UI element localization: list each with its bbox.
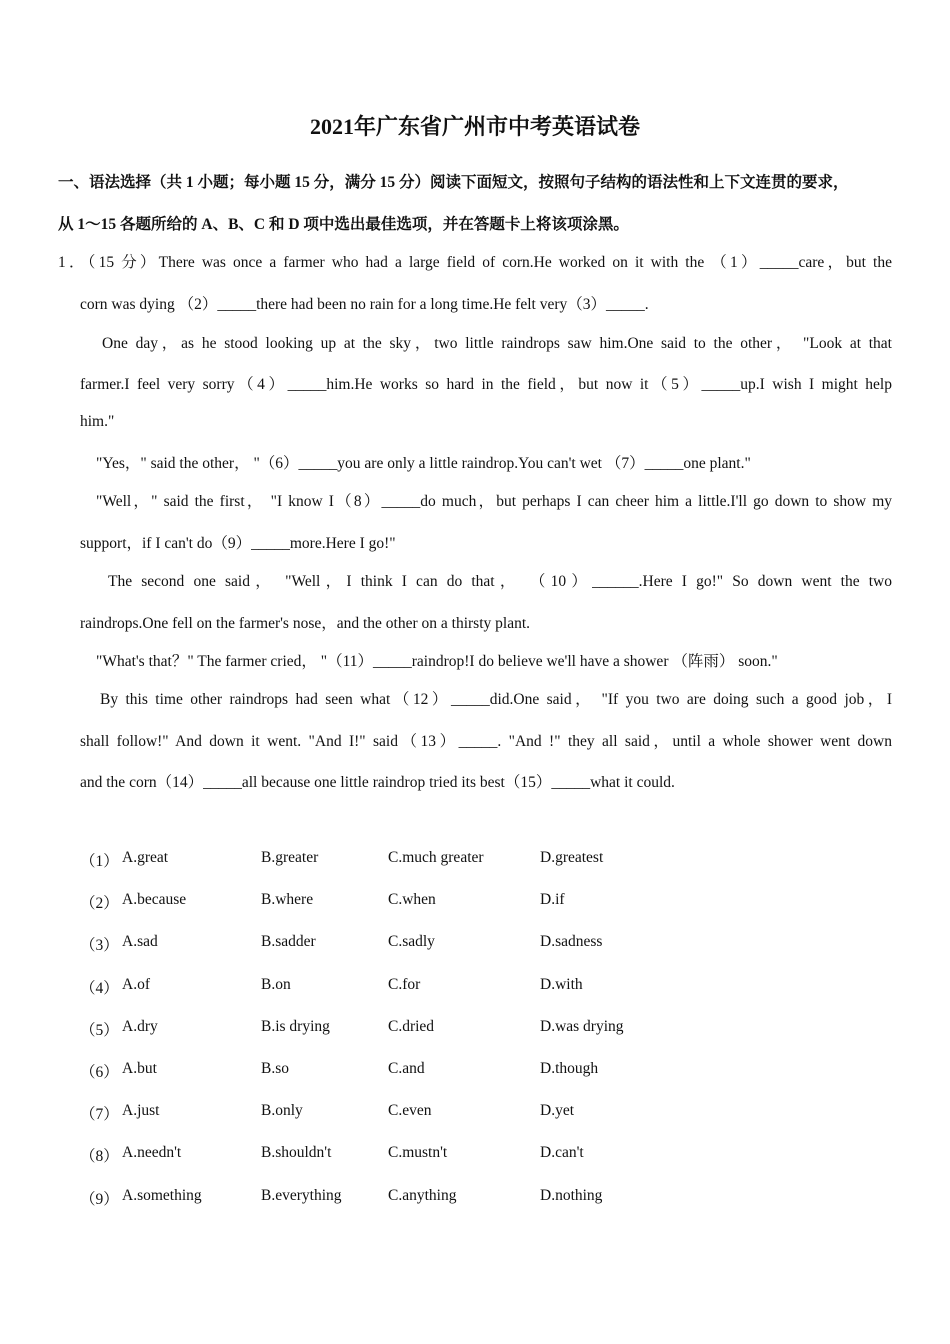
option-number: （2） [80,895,119,913]
option-choice-d[interactable]: D.greatest [540,849,604,866]
passage-line: farmer.I feel very sorry（4）_____him.He works so hard in the field，but now it（5）_____up.I wish I might help [80,376,892,393]
option-choice-a[interactable]: A.but [122,1060,157,1077]
option-choice-d[interactable]: D.with [540,975,583,993]
option-choice-b[interactable]: B.only [261,1102,303,1120]
passage-line: shall follow!" And down it went. "And I!" said（13）_____. "And !" they all said，until a whole shower went down [80,733,892,750]
option-number: （1） [80,853,119,870]
passage-line: "Yes，" said the other， "（6）_____you are only a little raindrop.You can't wet （7）_____one plant." [96,455,751,472]
option-choice-a[interactable]: A.dry [122,1017,158,1035]
page-title: 2021年广东省广州市中考英语试卷 [309,114,640,139]
option-choice-c[interactable]: C.even [388,1102,432,1120]
option-choice-b[interactable]: B.is drying [261,1017,330,1035]
option-number: （6） [80,1064,119,1081]
passage-line: "Well，" said the first， "I know I（8）_____do much，but perhaps I can cheer him a little.I'll go down to show my [96,493,892,510]
option-choice-b[interactable]: B.so [261,1060,289,1077]
option-choice-a[interactable]: A.of [122,975,150,993]
passage-line: By this time other raindrops had seen what（12）_____did.One said， "If you two are doing such a good job，I [100,691,892,708]
option-choice-b[interactable]: B.greater [261,849,319,866]
option-choice-a[interactable]: A.great [122,849,169,866]
option-number: （9） [80,1190,119,1208]
option-choice-a[interactable]: A.needn't [122,1144,182,1162]
section-instructions-line-1: 一、语法选择（共 1 小题；每小题 15 分，满分 15 分）阅读下面短文，按照句子结构的语法性和上下文连贯的要求， [58,174,849,191]
option-choice-c[interactable]: C.anything [388,1186,457,1204]
option-number: （4） [80,979,119,997]
option-choice-c[interactable]: C.when [388,891,436,909]
option-choice-d[interactable]: D.though [540,1060,599,1077]
passage-line: corn was dying （2）_____there had been no rain for a long time.He felt very（3）_____. [80,296,649,313]
passage-line: raindrops.One fell on the farmer's nose，and the other on a thirsty plant. [80,615,531,632]
option-choice-a[interactable]: A.because [122,891,187,909]
option-choice-d[interactable]: D.was drying [540,1017,624,1035]
passage-line: The second one said， "Well，I think I can do that， （10）______.Here I go!" So down went the two [108,573,892,590]
section-instructions-line-2: 从 1～15 各题所给的 A、B、C 和 D 项中选出最佳选项，并在答题卡上将该项涂黑。 [58,216,629,233]
option-number: （8） [80,1148,119,1166]
passage-line: "What's that？" The farmer cried， "（11）_____raindrop!I do believe we'll have a shower （阵雨） soon." [96,653,778,670]
option-choice-b[interactable]: B.where [261,891,314,909]
option-choice-d[interactable]: D.nothing [540,1186,603,1204]
passage-line: him." [80,413,115,430]
option-choice-b[interactable]: B.sadder [261,933,316,951]
option-choice-b[interactable]: B.shouldn't [261,1144,332,1162]
option-choice-d[interactable]: D.yet [540,1102,575,1120]
option-choice-c[interactable]: C.for [388,975,421,993]
option-number: （3） [80,937,119,955]
option-choice-d[interactable]: D.sadness [540,933,603,951]
option-choice-a[interactable]: A.sad [122,933,158,951]
option-choice-c[interactable]: C.sadly [388,933,435,951]
option-choice-c[interactable]: C.and [388,1060,425,1077]
option-choice-b[interactable]: B.everything [261,1186,342,1204]
option-number: （5） [80,1021,119,1039]
option-choice-c[interactable]: C.much greater [388,849,484,866]
passage-line: and the corn（14）_____all because one little raindrop tried its best（15）_____what it could. [80,774,675,791]
option-choice-a[interactable]: A.something [122,1186,202,1204]
passage-line: support，if I can't do（9）_____more.Here I go!" [80,535,396,552]
option-choice-d[interactable]: D.if [540,891,565,909]
passage-line: One day，as he stood looking up at the sky，two little raindrops saw him.One said to the other， "Look at that [102,335,892,352]
option-number: （7） [80,1106,119,1124]
option-choice-b[interactable]: B.on [261,975,291,993]
option-choice-c[interactable]: C.mustn't [388,1144,448,1162]
option-choice-a[interactable]: A.just [122,1102,160,1120]
option-choice-c[interactable]: C.dried [388,1017,435,1035]
passage-line: 1．（15 分）There was once a farmer who had a large field of corn.He worked on it with the （1）_____care，but the [58,254,892,271]
option-choice-d[interactable]: D.can't [540,1144,584,1162]
